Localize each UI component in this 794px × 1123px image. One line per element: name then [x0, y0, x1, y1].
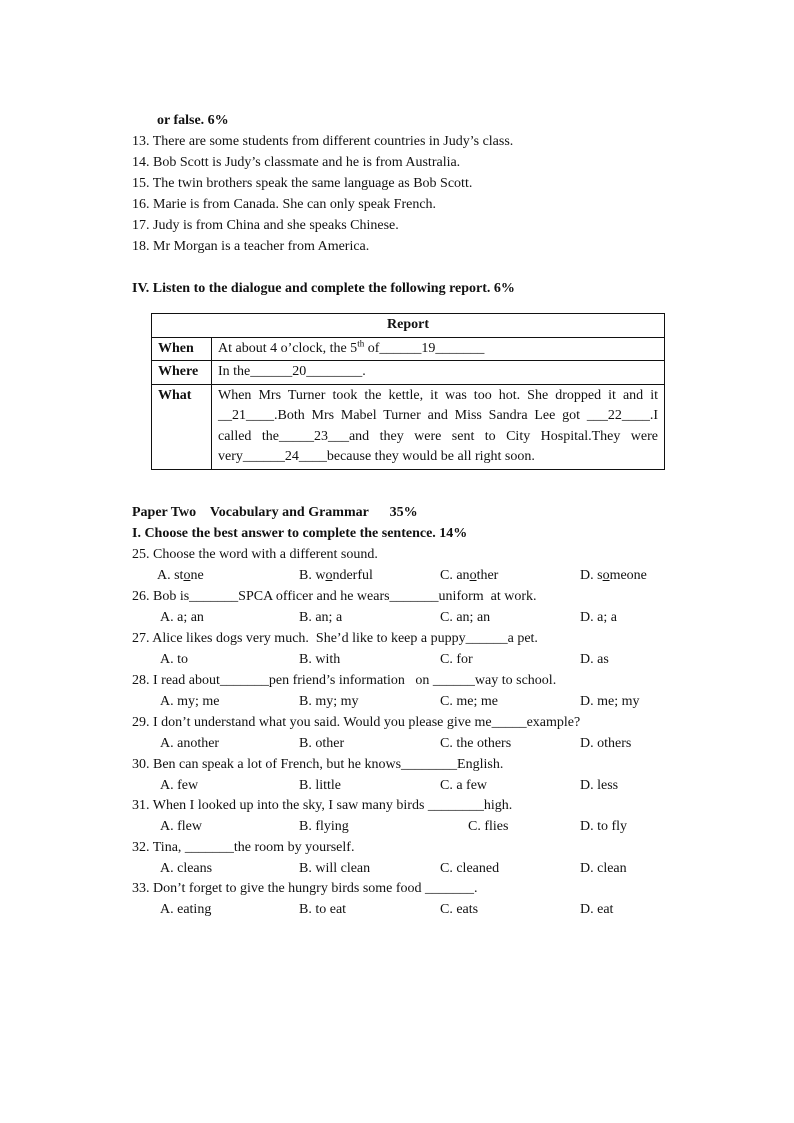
what-label: What [152, 384, 212, 469]
tf-item-14: 14. Bob Scott is Judy’s classmate and he is from Australia. [132, 155, 461, 170]
option-a: A. few [160, 778, 199, 793]
tf-item-15: 15. The twin brothers speak the same language as Bob Scott. [132, 176, 473, 191]
option-c: C. another [440, 568, 499, 583]
option-b: B. to eat [299, 902, 347, 917]
option-a: A. stone [157, 568, 204, 583]
paper-two-title: Paper Two Vocabulary and Grammar 35% [132, 505, 418, 520]
section-4-heading: IV. Listen to the dialogue and complete the following report. 6% [132, 281, 515, 296]
question-27-stem: 27. Alice likes dogs very much. She’d like to keep a puppy______a pet. [132, 631, 538, 646]
option-c: C. a few [440, 778, 488, 793]
option-a: A. eating [160, 902, 212, 917]
what-text: When Mrs Turner took the kettle, it was too hot. She dropped it and it __21____.Both Mrs Mabel Turner and Miss Sandra Lee got ___22____.I called the_____23___and they were sent to City Hospital.They were very______24____because they would be all right soon. [212, 384, 665, 469]
question-28-options [160, 693, 680, 711]
when-blank: of______19_______ [364, 340, 485, 356]
option-b: B. other [299, 736, 345, 751]
question-33-stem: 33. Don’t forget to give the hungry birds some food _______. [132, 881, 478, 896]
option-b: B. an; a [299, 610, 343, 625]
option-b: B. with [299, 652, 341, 667]
tf-item-18: 18. Mr Morgan is a teacher from America. [132, 239, 370, 254]
question-30-options [160, 777, 680, 795]
question-31-stem: 31. When I looked up into the sky, I saw many birds ________high. [132, 798, 513, 813]
question-26-stem: 26. Bob is_______SPCA officer and he wears_______uniform at work. [132, 589, 537, 604]
option-d: D. to fly [580, 819, 628, 834]
option-c: C. flies [468, 819, 509, 834]
option-d: D. clean [580, 861, 627, 876]
report-title: Report [152, 314, 665, 338]
option-d: D. less [580, 778, 619, 793]
option-c: C. for [440, 652, 473, 667]
option-c: C. me; me [440, 694, 498, 709]
question-29-stem: 29. I don’t understand what you said. Would you please give me_____example? [132, 715, 581, 730]
option-a: A. a; an [160, 610, 204, 625]
section-3-heading-tail: or false. 6% [157, 113, 229, 128]
tf-item-16: 16. Marie is from Canada. She can only speak French. [132, 197, 437, 212]
question-32-stem: 32. Tina, _______the room by yourself. [132, 840, 355, 855]
question-30-stem: 30. Ben can speak a lot of French, but he knows________English. [132, 757, 504, 772]
when-cell [212, 337, 665, 361]
where-text: In the______20________. [212, 361, 665, 385]
when-text: At about 4 o’clock, the 5 [218, 340, 358, 356]
question-32-options [160, 860, 680, 878]
option-b: B. little [299, 778, 341, 793]
question-27-options [160, 651, 680, 669]
option-d: D. a; a [580, 610, 617, 625]
question-26-options [160, 609, 680, 627]
option-c: C. the others [440, 736, 512, 751]
tf-item-13: 13. There are some students from different countries in Judy’s class. [132, 134, 514, 149]
when-sup: th [357, 337, 365, 348]
question-28-stem: 28. I read about_______pen friend’s information on ______way to school. [132, 673, 557, 688]
question-33-options [160, 901, 680, 919]
option-d: D. others [580, 736, 632, 751]
option-c: C. eats [440, 902, 479, 917]
option-d: D. eat [580, 902, 614, 917]
option-b: B. my; my [299, 694, 359, 709]
question-31-options [160, 818, 680, 836]
option-d: D. as [580, 652, 609, 667]
option-a: A. flew [160, 819, 202, 834]
tf-item-17: 17. Judy is from China and she speaks Chinese. [132, 218, 399, 233]
question-25-stem: 25. Choose the word with a different sound. [132, 547, 378, 562]
where-label: Where [152, 361, 212, 385]
question-25-options [157, 567, 677, 585]
option-d: D. someone [580, 568, 647, 583]
option-a: A. cleans [160, 861, 213, 876]
option-b: B. flying [299, 819, 349, 834]
option-d: D. me; my [580, 694, 640, 709]
option-a: A. another [160, 736, 220, 751]
report-table [151, 313, 665, 470]
section-1-heading: I. Choose the best answer to complete the sentence. 14% [132, 526, 468, 541]
question-29-options [160, 735, 680, 753]
option-c: C. cleaned [440, 861, 500, 876]
when-label: When [152, 337, 212, 361]
option-a: A. my; me [160, 694, 220, 709]
option-c: C. an; an [440, 610, 491, 625]
option-a: A. to [160, 652, 188, 667]
option-b: B. will clean [299, 861, 371, 876]
option-b: B. wonderful [299, 568, 373, 583]
